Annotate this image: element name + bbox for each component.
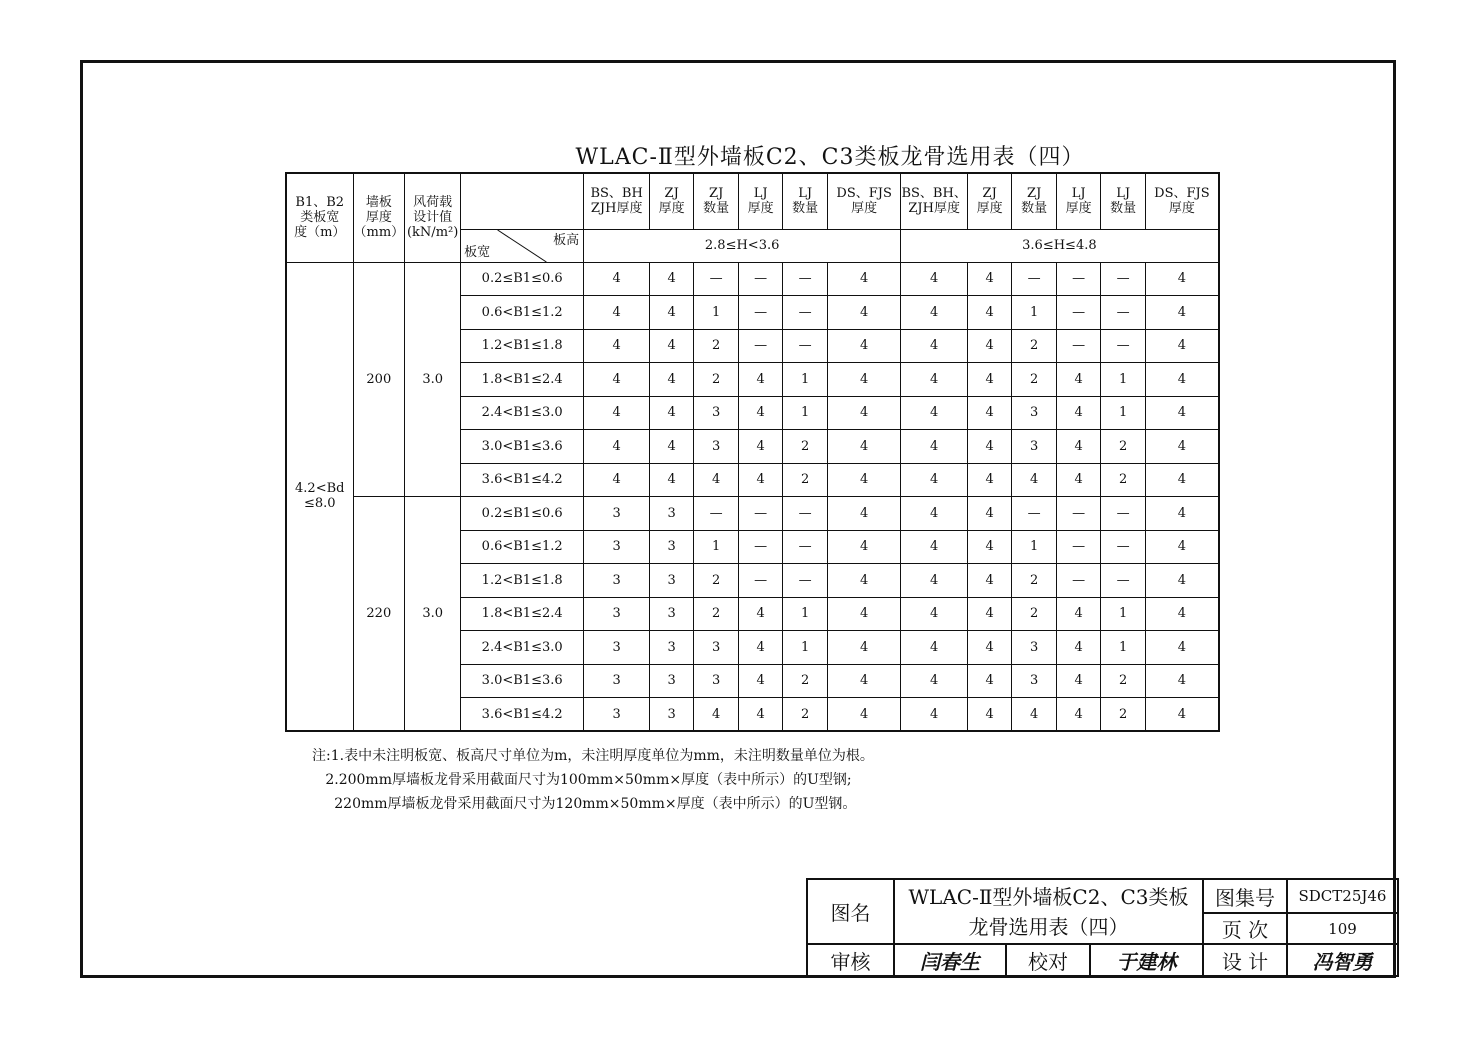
value-cell: — (783, 564, 828, 598)
value-cell: 4 (1057, 430, 1101, 464)
value-cell: 2 (1012, 564, 1057, 598)
drawing-name-label: 图名 (807, 879, 894, 944)
value-cell: 1 (1101, 631, 1146, 665)
value-cell: — (1012, 262, 1057, 296)
value-cell: 4 (828, 698, 901, 732)
value-cell: 4 (739, 463, 783, 497)
value-cell: 4 (1146, 463, 1219, 497)
value-cell: 4 (1146, 530, 1219, 564)
value-cell: 4 (584, 396, 650, 430)
b-width-value: 4.2<Bd ≤8.0 (286, 262, 353, 731)
width-range: 1.2<B1≤1.8 (461, 329, 584, 363)
review-label: 审核 (807, 944, 894, 976)
page-number: 109 (1287, 913, 1398, 944)
value-cell: 4 (901, 396, 968, 430)
value-cell: 4 (828, 497, 901, 531)
atlas-number: SDCT25J46 (1287, 879, 1398, 913)
width-range: 2.4<B1≤3.0 (461, 631, 584, 665)
width-range: 3.0<B1≤3.6 (461, 430, 584, 464)
value-cell: 4 (584, 329, 650, 363)
value-cell: 4 (1057, 631, 1101, 665)
value-cell: 4 (1146, 631, 1219, 665)
value-cell: — (1057, 262, 1101, 296)
width-range: 2.4<B1≤3.0 (461, 396, 584, 430)
value-cell: 3 (584, 530, 650, 564)
value-cell: 4 (828, 463, 901, 497)
value-cell: 4 (968, 597, 1012, 631)
value-cell: 4 (901, 262, 968, 296)
note-line: 2.200mm厚墙板龙骨采用截面尺寸为100mm×50mm×厚度（表中所示）的U型钢; (312, 772, 852, 788)
value-cell: 4 (968, 564, 1012, 598)
value-cell: 2 (783, 698, 828, 732)
value-cell: 4 (1146, 564, 1219, 598)
value-cell: 4 (828, 631, 901, 665)
table-row (286, 262, 1219, 296)
value-cell: 4 (650, 262, 694, 296)
value-cell: — (783, 262, 828, 296)
value-cell: 4 (828, 530, 901, 564)
header-b-width: B1、B2 类板宽 度（m） (286, 173, 353, 262)
value-cell: 2 (1101, 698, 1146, 732)
review-signature: 闫春生 (894, 944, 1006, 976)
value-cell: — (1101, 530, 1146, 564)
diag-label-height: 板高 (553, 232, 580, 248)
width-range: 0.6<B1≤1.2 (461, 530, 584, 564)
value-cell: 3 (1012, 430, 1057, 464)
width-range: 1.8<B1≤2.4 (461, 363, 584, 397)
value-cell: 4 (1146, 664, 1219, 698)
value-cell: 4 (1012, 463, 1057, 497)
value-cell: — (739, 564, 783, 598)
value-cell: 4 (1146, 329, 1219, 363)
value-cell: 3 (650, 564, 694, 598)
value-cell: 4 (1057, 396, 1101, 430)
width-range: 3.0<B1≤3.6 (461, 664, 584, 698)
header-sub-col: DS、FJS 厚度 (1146, 173, 1219, 229)
value-cell: 4 (650, 430, 694, 464)
value-cell: 2 (694, 597, 739, 631)
value-cell: 4 (828, 329, 901, 363)
value-cell: — (1101, 564, 1146, 598)
value-cell: 2 (1012, 329, 1057, 363)
value-cell: 1 (1012, 530, 1057, 564)
value-cell: — (1057, 564, 1101, 598)
value-cell: 3 (694, 430, 739, 464)
value-cell: 1 (694, 530, 739, 564)
header-sub-col: LJ 厚度 (1057, 173, 1101, 229)
value-cell: 1 (1101, 597, 1146, 631)
value-cell: 2 (783, 430, 828, 464)
value-cell: 4 (828, 363, 901, 397)
value-cell: 3 (694, 631, 739, 665)
value-cell: 4 (650, 396, 694, 430)
value-cell: 4 (968, 396, 1012, 430)
value-cell: 3 (1012, 664, 1057, 698)
value-cell: 4 (828, 664, 901, 698)
value-cell: — (1012, 497, 1057, 531)
value-cell: 4 (968, 497, 1012, 531)
value-cell: — (1057, 530, 1101, 564)
width-range: 1.2<B1≤1.8 (461, 564, 584, 598)
value-cell: — (739, 329, 783, 363)
value-cell: 4 (901, 463, 968, 497)
page-label: 页 次 (1203, 913, 1287, 944)
height-range-1: 2.8≤H<3.6 (584, 229, 901, 262)
value-cell: 1 (1101, 396, 1146, 430)
design-label: 设 计 (1203, 944, 1287, 976)
value-cell: 3 (1012, 631, 1057, 665)
header-sub-col: ZJ 厚度 (968, 173, 1012, 229)
value-cell: 1 (783, 597, 828, 631)
header-sub-col: LJ 数量 (783, 173, 828, 229)
value-cell: 4 (901, 497, 968, 531)
value-cell: 2 (1101, 430, 1146, 464)
value-cell: 2 (694, 363, 739, 397)
header-sub-col: ZJ 数量 (1012, 173, 1057, 229)
value-cell: 4 (739, 430, 783, 464)
atlas-label: 图集号 (1203, 879, 1287, 913)
note-line: 220mm厚墙板龙骨采用截面尺寸为120mm×50mm×厚度（表中所示）的U型钢。 (312, 796, 857, 812)
value-cell: 4 (828, 564, 901, 598)
value-cell: 2 (783, 463, 828, 497)
value-cell: 4 (1057, 363, 1101, 397)
value-cell: 2 (1012, 363, 1057, 397)
value-cell: 3 (650, 497, 694, 531)
header-sub-col: LJ 厚度 (739, 173, 783, 229)
value-cell: — (694, 497, 739, 531)
value-cell: 1 (783, 396, 828, 430)
value-cell: 2 (1012, 597, 1057, 631)
value-cell: 4 (1146, 597, 1219, 631)
value-cell: 4 (968, 262, 1012, 296)
value-cell: 4 (1146, 296, 1219, 330)
value-cell: 3 (694, 664, 739, 698)
value-cell: 1 (1012, 296, 1057, 330)
value-cell: 3 (650, 597, 694, 631)
value-cell: 4 (901, 363, 968, 397)
width-range: 0.2≤B1≤0.6 (461, 262, 584, 296)
value-cell: 4 (901, 597, 968, 631)
value-cell: 4 (694, 698, 739, 732)
diagonal-header-cell (461, 229, 584, 262)
value-cell: — (1101, 296, 1146, 330)
value-cell: — (783, 497, 828, 531)
value-cell: 1 (783, 363, 828, 397)
value-cell: 3 (650, 698, 694, 732)
thickness-value: 220 (353, 497, 405, 732)
value-cell: — (739, 530, 783, 564)
notes (312, 744, 874, 816)
value-cell: 4 (1146, 497, 1219, 531)
check-label: 校对 (1006, 944, 1090, 976)
value-cell: 4 (1146, 363, 1219, 397)
width-range: 3.6<B1≤4.2 (461, 698, 584, 732)
value-cell: 4 (968, 530, 1012, 564)
value-cell: 2 (694, 329, 739, 363)
value-cell: 4 (968, 698, 1012, 732)
value-cell: — (1101, 497, 1146, 531)
width-range: 3.6<B1≤4.2 (461, 463, 584, 497)
value-cell: 3 (584, 664, 650, 698)
value-cell: 4 (739, 631, 783, 665)
value-cell: 4 (739, 664, 783, 698)
value-cell: 4 (901, 329, 968, 363)
value-cell: 4 (584, 363, 650, 397)
value-cell: — (739, 262, 783, 296)
value-cell: 4 (1057, 463, 1101, 497)
value-cell: 4 (650, 296, 694, 330)
value-cell: 2 (1101, 463, 1146, 497)
value-cell: 4 (1057, 597, 1101, 631)
value-cell: 4 (584, 262, 650, 296)
value-cell: 3 (584, 631, 650, 665)
value-cell: 4 (968, 664, 1012, 698)
value-cell: 4 (968, 631, 1012, 665)
value-cell: 4 (828, 430, 901, 464)
value-cell: — (783, 329, 828, 363)
value-cell: 4 (968, 329, 1012, 363)
value-cell: 4 (828, 396, 901, 430)
value-cell: — (1057, 296, 1101, 330)
value-cell: 4 (650, 463, 694, 497)
value-cell: 3 (1012, 396, 1057, 430)
note-line: 注:1.表中未注明板宽、板高尺寸单位为m，未注明厚度单位为mm，未注明数量单位为根。 (312, 748, 874, 764)
drawing-name: WLAC-Ⅱ型外墙板C2、C3类板 龙骨选用表（四） (894, 879, 1203, 944)
value-cell: 3 (584, 698, 650, 732)
header-thickness: 墙板 厚度 （mm） (353, 173, 405, 262)
value-cell: 2 (1101, 664, 1146, 698)
width-range: 0.2≤B1≤0.6 (461, 497, 584, 531)
value-cell: 1 (1101, 363, 1146, 397)
width-range: 0.6<B1≤1.2 (461, 296, 584, 330)
value-cell: — (1057, 497, 1101, 531)
value-cell: 4 (1146, 430, 1219, 464)
value-cell: 4 (968, 363, 1012, 397)
value-cell: 4 (968, 463, 1012, 497)
header-sub-col: DS、FJS 厚度 (828, 173, 901, 229)
height-range-2: 3.6≤H≤4.8 (901, 229, 1219, 262)
header-blank (461, 173, 584, 229)
value-cell: 4 (739, 698, 783, 732)
header-wind-load: 风荷载 设计值 (kN/m²) (405, 173, 461, 262)
value-cell: 4 (694, 463, 739, 497)
value-cell: 4 (584, 430, 650, 464)
value-cell: — (783, 296, 828, 330)
value-cell: 3 (694, 396, 739, 430)
value-cell: 4 (739, 396, 783, 430)
table-title: WLAC-Ⅱ型外墙板C2、C3类板龙骨选用表（四） (575, 145, 1085, 170)
value-cell: 4 (650, 329, 694, 363)
width-range: 1.8<B1≤2.4 (461, 597, 584, 631)
value-cell: 4 (901, 564, 968, 598)
header-sub-col: ZJ 数量 (694, 173, 739, 229)
value-cell: 2 (694, 564, 739, 598)
value-cell: 3 (584, 564, 650, 598)
value-cell: — (694, 262, 739, 296)
diag-label-width: 板宽 (464, 244, 491, 260)
header-sub-col: ZJ 厚度 (650, 173, 694, 229)
value-cell: 4 (1012, 698, 1057, 732)
value-cell: 4 (901, 631, 968, 665)
header-sub-col: BS、BH ZJH厚度 (584, 173, 650, 229)
value-cell: — (1101, 262, 1146, 296)
value-cell: 1 (694, 296, 739, 330)
value-cell: — (739, 296, 783, 330)
wind-load-value: 3.0 (405, 262, 461, 497)
value-cell: 4 (1057, 698, 1101, 732)
title-block (806, 878, 1399, 977)
header-sub-col: LJ 数量 (1101, 173, 1146, 229)
value-cell: 4 (1146, 698, 1219, 732)
wind-load-value: 3.0 (405, 497, 461, 732)
keel-selection-table (285, 172, 1220, 732)
value-cell: 3 (584, 497, 650, 531)
value-cell: 4 (650, 363, 694, 397)
table-row (286, 497, 1219, 531)
value-cell: 4 (968, 430, 1012, 464)
value-cell: 4 (584, 296, 650, 330)
thickness-value: 200 (353, 262, 405, 497)
value-cell: 4 (1146, 262, 1219, 296)
value-cell: 4 (739, 597, 783, 631)
value-cell: 4 (968, 296, 1012, 330)
value-cell: 4 (901, 664, 968, 698)
design-signature: 冯智勇 (1287, 944, 1398, 976)
header-sub-col: BS、BH、 ZJH厚度 (901, 173, 968, 229)
value-cell: 4 (828, 262, 901, 296)
value-cell: 4 (828, 296, 901, 330)
value-cell: 3 (650, 664, 694, 698)
value-cell: 4 (828, 597, 901, 631)
value-cell: — (1101, 329, 1146, 363)
value-cell: — (739, 497, 783, 531)
value-cell: — (1057, 329, 1101, 363)
value-cell: — (783, 530, 828, 564)
value-cell: 3 (650, 530, 694, 564)
value-cell: 4 (1146, 396, 1219, 430)
value-cell: 3 (650, 631, 694, 665)
value-cell: 1 (783, 631, 828, 665)
value-cell: 4 (901, 296, 968, 330)
value-cell: 4 (901, 430, 968, 464)
value-cell: 4 (584, 463, 650, 497)
value-cell: 3 (584, 597, 650, 631)
value-cell: 2 (783, 664, 828, 698)
value-cell: 4 (901, 698, 968, 732)
value-cell: 4 (901, 530, 968, 564)
value-cell: 4 (1057, 664, 1101, 698)
check-signature: 于建林 (1090, 944, 1203, 976)
value-cell: 4 (739, 363, 783, 397)
